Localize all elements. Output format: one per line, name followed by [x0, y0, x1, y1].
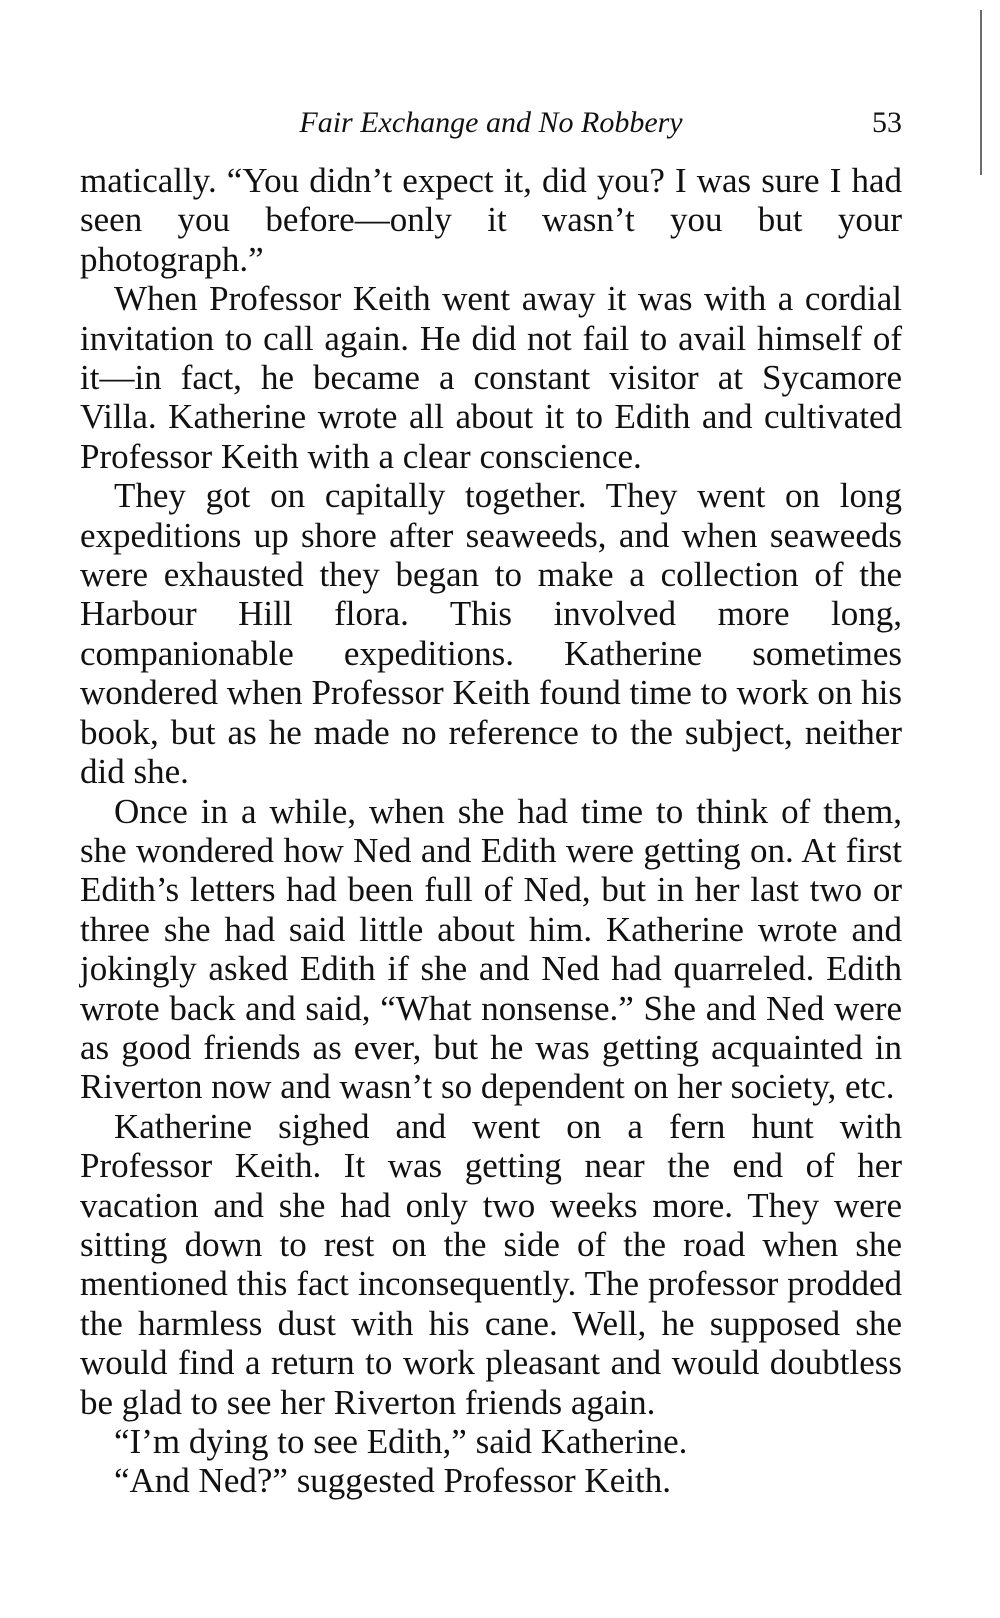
paragraph: “I’m dying to see Edith,” said Katherine.: [114, 1422, 688, 1461]
page-header: [80, 100, 902, 144]
scan-edge-line: [980, 10, 982, 175]
paragraph: They got on capitally together. They went on long expeditions up shore after seaweeds, and when seaweeds were exhausted they began to make a collection of the Harbour Hill flora. This involved more long, companionable expeditions. Katherine sometimes wondered when Professor Keith found time to work on his book, but as he made no reference to the subject, neither did she.: [80, 476, 902, 792]
paragraph-continued: matically. “You didn’t expect it, did you? I was sure I had seen you before—only it wasn’t you but your photograph.”: [80, 161, 902, 279]
paragraph: Katherine sighed and went on a fern hunt with Professor Keith. It was getting near the end of her vacation and she had only two weeks more. They were sitting down to rest on the side of the road when she mentioned this fact inconsequently. The professor prodded the harmless dust with his cane. Well, he supposed she would find a return to work pleasant and would doubtless be glad to see her Riverton friends again.: [80, 1106, 902, 1422]
paragraph: “And Ned?” suggested Professor Keith.: [114, 1461, 671, 1501]
paragraph: When Professor Keith went away it was with a cordial invitation to call again. He did not fail to avail himself of it—in fact, he became a constant visitor at Sycamore Villa. Katherine wrote all about it to Edith and cultivated Professor Keith with a clear conscience.: [80, 279, 902, 476]
running-head: Fair Exchange and No Robbery: [299, 106, 683, 139]
page-number: 53: [872, 106, 902, 139]
paragraph: Once in a while, when she had time to think of them, she wondered how Ned and Edith were getting on. At first Edith’s letters had been full of Ned, but in her last two or three she had said little about him. Katherine wrote and jokingly asked Edith if she and Ned had quarreled. Edith wrote back and said, “What nonsense.” She and Ned were as good friends as ever, but he was getting acquainted in Riverton now and wasn’t so dependent on her society, etc.: [80, 791, 902, 1107]
body-text: [80, 161, 902, 1501]
